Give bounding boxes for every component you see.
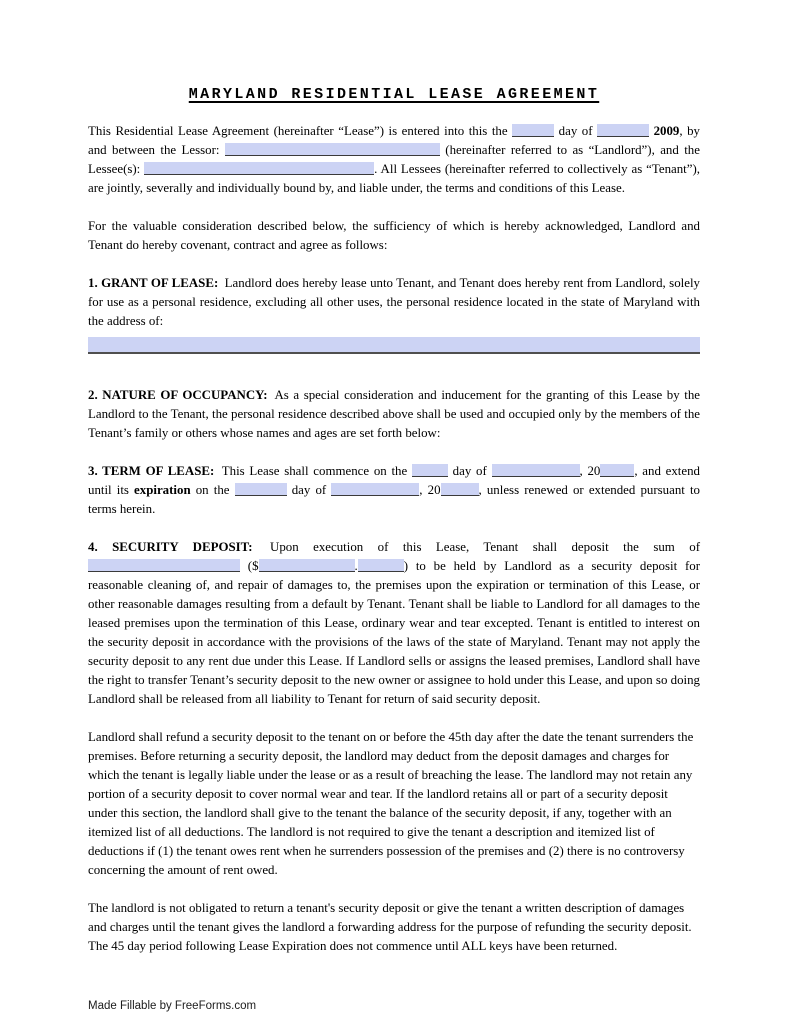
nature-of-occupancy-section [88,386,700,443]
execution-day-field[interactable] [512,124,554,137]
intro-text-5: . All Lessees (hereinafter referred to collectively as “Tenant”), are jointly, severally and individually bound by, and liable under, the terms and conditions of this Lease. [88,162,701,195]
deposit-cents-field[interactable] [358,559,404,572]
intro-paragraph [88,122,700,198]
term-of-lease-section [88,462,700,519]
intro-text-1: This Residential Lease Agreement (hereinafter “Lease”) is entered into this the [88,124,513,138]
expiration-year-field[interactable] [441,483,479,496]
term-text-5: on the [190,483,235,497]
intro-text-3: , by and between the Lessor: [88,124,700,157]
term-text-4: , and extend until its [88,464,700,497]
security-deposit-section [88,538,700,709]
execution-month-field[interactable] [597,124,649,137]
grant-of-lease-heading: 1. GRANT OF LEASE: [88,276,219,290]
nature-of-occupancy-heading: 2. NATURE OF OCCUPANCY: [88,388,268,402]
refund-text: Landlord shall refund a security deposit to the tenant on or before the 45th day after the date the tenant surrenders the premises. Before returning a security deposit, the landlord may deduct from the deposit damages and charges for which the tenant is legally liable under the lease or as a result of breaching the lease. The landlord may not retain any portion of a security deposit to cover normal wear and tear. If the landlord retains all or part of a security deposit under this section, the landlord shall give to the tenant the balance of the security deposit, if any, together with an itemized list of all deductions. The landlord is not required to give the tenant a description and itemized list of deductions if (1) the tenant owes rent when he surrenders possession of the premises and (2) there is no controversy concerning the amount of rent owed. [88,730,694,877]
deposit-text-1: Upon execution of this Lease, Tenant shall deposit the sum of [270,540,700,554]
document-title: MARYLAND RESIDENTIAL LEASE AGREEMENT [188,86,600,103]
term-text-6: day of [286,483,332,497]
term-text-3: , 20 [579,464,601,478]
forwarding-text: The landlord is not obligated to return a tenant's security deposit or give the tenant a written description of damages and charges until the tenant gives the landlord a forwarding address for the purpose of refunding the security deposit. The 45 day period following Lease Expiration does not commence until ALL keys have been returned. [88,901,692,953]
deposit-amount-words-field[interactable] [88,559,240,572]
deposit-text-3: . [354,559,358,573]
deposit-text-2: ($ [240,559,259,573]
expiration-month-field[interactable] [331,483,419,496]
term-text-1: This Lease shall commence on the [221,464,412,478]
commencement-day-field[interactable] [412,464,448,477]
deposit-dollars-field[interactable] [259,559,355,572]
lessor-name-field[interactable] [225,143,440,156]
deposit-text-4: ) to be held by Landlord as a security deposit for reasonable cleaning of, and repair of damages to, the premises upon the expiration or termination of this Lease, or other reasonable damages resulting from a default by Tenant. Tenant shall be liable to Landlord for all damages to the leased premises upon the termination of this Lease, ordinary wear and tear excepted. Tenant is entitled to interest on the security deposit in accordance with the provisions of the laws of the state of Maryland. Tenant may not apply the security deposit to any rent due under this Lease. If Landlord sells or assigns the leased premises, Landlord shall have the right to transfer Tenant’s security deposit to the new owner or assignee to hold under this Lease, and upon so doing Landlord shall be released from all liability to Tenant for return of said security deposit. [88,559,700,706]
nature-of-occupancy-text: As a special consideration and inducement for the granting of this Lease by the Landlord to the Tenant, the personal residence described above shall be used and occupied only by the members of the Tenant’s family or others whose names and ages are set forth below: [88,388,701,440]
property-address-field[interactable] [88,337,700,354]
term-text-8: , unless renewed or extended pursuant to terms herein. [88,483,700,516]
grant-of-lease-section [88,274,700,331]
commencement-year-field[interactable] [600,464,634,477]
consideration-paragraph [88,217,700,255]
refund-paragraph [88,728,700,880]
term-text-7: , 20 [419,483,441,497]
expiration-day-field[interactable] [235,483,287,496]
security-deposit-heading: 4. SECURITY DEPOSIT: [88,540,253,554]
expiration-bold-text: expiration [134,483,191,497]
term-of-lease-heading: 3. TERM OF LEASE: [88,464,215,478]
intro-text-2: day of [554,124,598,138]
intro-text-4: (hereinafter referred to as “Landlord”), and the Lessee(s): [88,143,700,176]
footer-credit: Made Fillable by FreeForms.com [88,1000,257,1012]
commencement-month-field[interactable] [492,464,580,477]
lessee-names-field[interactable] [144,162,374,175]
forwarding-address-paragraph [88,899,700,956]
year-text: 2009 [653,124,680,138]
term-text-2: day of [447,464,492,478]
grant-of-lease-text: Landlord does hereby lease unto Tenant, and Tenant does hereby rent from Landlord, solely for use as a personal residence, excluding all other uses, the personal residence located in the state of Maryland with the address of: [88,276,700,328]
consideration-text: For the valuable consideration described below, the sufficiency of which is hereby acknowledged, Landlord and Tenant do hereby covenant, contract and agree as follows: [88,219,700,252]
